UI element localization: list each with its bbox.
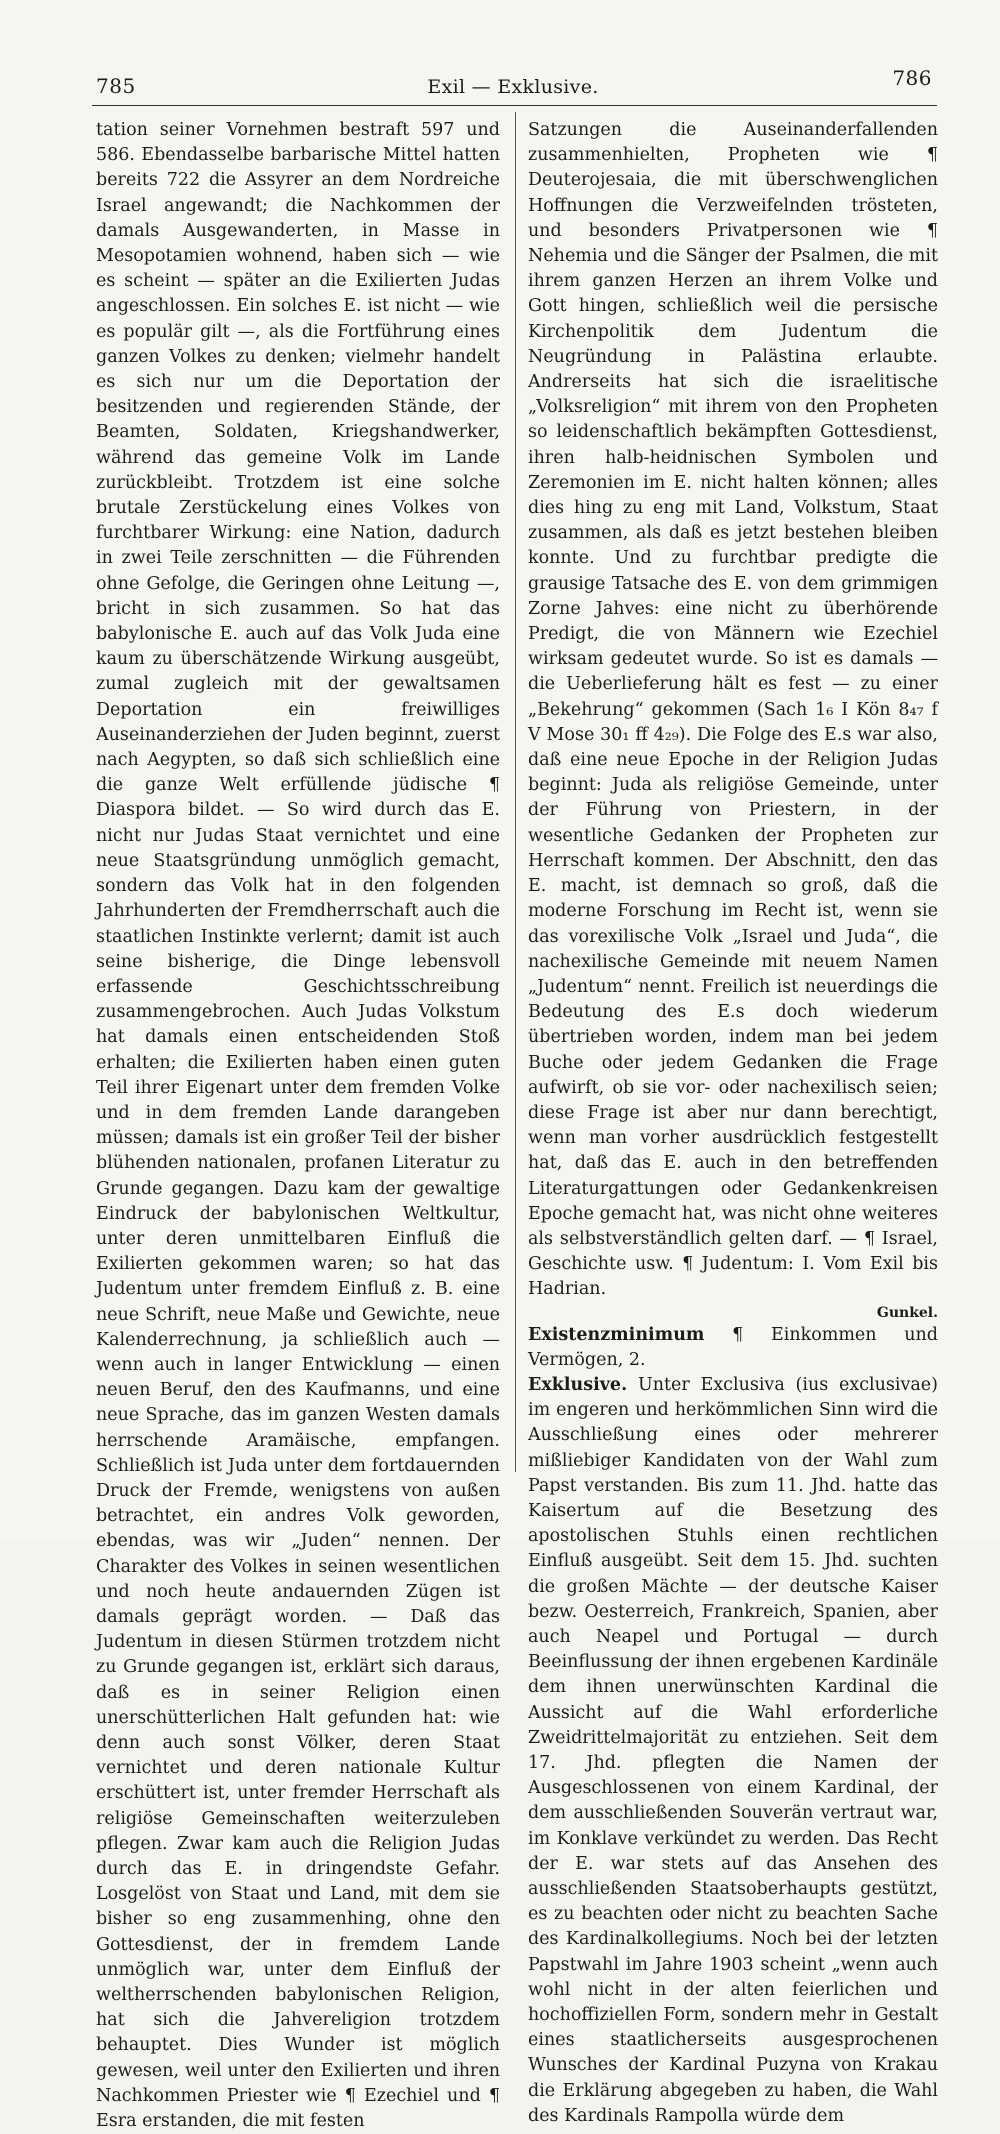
entry-term: Exklusive. [528, 1374, 628, 1395]
entry-existenzminimum [528, 1323, 938, 1373]
entry-body: ¶ Einkommen und Vermögen, 2. [528, 1324, 938, 1370]
entry-exklusive [528, 1373, 938, 2129]
page-number-left: 785 [96, 74, 136, 98]
page-number-right: 786 [892, 66, 932, 90]
left-column-text: tation seiner Vornehmen bestraft 597 und 586. Ebendasselbe barbarische Mittel hatten bereits 722 die Assyrer an dem Nordreiche Israel angewandt; die Nachkommen der damals Ausgewanderten, in Masse in Mesopotamien wohnend, haben sich — wie es scheint — später an die Exilierten Judas angeschlossen. Ein solches E. ist nicht — wie es populär gilt —, als die Fortführung eines ganzen Volkes zu denken; vielmehr handelt es sich nur um die Deportation der besitzenden und regierenden Stände, der Beamten, Soldaten, Kriegshandwerker, während das gemeine Volk im Lande zurückbleibt. Trotzdem ist eine solche brutale Zerstückelung eines Volkes von furchtbarer Wirkung: eine Nation, dadurch in zwei Teile zerschnitten — die Führenden ohne Gefolge, die Geringen ohne Leitung —, bricht in sich zusammen. So hat das babylonische E. auch auf das Volk Juda eine kaum zu überschätzende Wirkung ausgeübt, zumal zugleich mit der gewaltsamen Deportation ein freiwilliges Auseinanderziehen der Juden beginnt, zuerst nach Aegypten, so daß sich schließlich eine die ganze Welt erfüllende jüdische ¶ Diaspora bildet. — So wird durch das E. nicht nur Judas Staat vernichtet und eine neue Staatsgründung unmöglich gemacht, sondern das Volk hat in den folgenden Jahrhunderten der Fremdherrschaft auch die staatlichen Instinkte verlernt; damit ist auch seine bisherige, die Dinge lebensvoll erfassende Geschichtsschreibung zusammengebrochen. Auch Judas Volkstum hat damals einen entscheidenden Stoß erhalten; die Exilierten haben einen guten Teil ihrer Eigenart unter dem fremden Volke und in dem fremden Lande darangeben müssen; damals ist ein großer Teil der bisher blühenden nationalen, profanen Literatur zu Grunde gegangen. Dazu kam der gewaltige Eindruck der babylonischen Weltkultur, unter deren unmittelbaren Einfluß die Exilierten gekommen waren; so hat das Judentum unter fremdem Einfluß z. B. eine neue Schrift, neue Maße und Gewichte, neue Kalenderrechnung, ja schließlich auch — wenn auch in langer Entwicklung — einen neuen Beruf, den des Kaufmanns, und eine neue Sprache, das im ganzen Westen damals herrschende Aramäische, empfangen. Schließlich ist Juda unter dem fortdauernden Druck der Fremde, wenigstens von außen betrachtet, ein andres Volk geworden, ebendas, was wir „Juden“ nennen. Der Charakter des Volkes in seinen wesentlichen und noch heute andauernden Zügen ist damals geprägt worden. — Daß das Judentum in diesen Stürmen trotzdem nicht zu Grunde gegangen ist, erklärt sich daraus, daß es in seiner Religion einen unerschütterlichen Halt gefunden hat: wie denn auch sonst Völker, deren Staat vernichtet und deren nationale Kultur erschüttert ist, unter fremder Herrschaft als religiöse Gemeinschaften weiterzuleben pflegen. Zwar kam auch die Religion Judas durch das E. in dringendste Gefahr. Losgelöst von Staat und Land, mit dem sie bisher so eng zusammenhing, ohne den Gottesdienst, der in fremdem Lande unmöglich war, unter dem Einfluß der weltherrschenden babylonischen Religion, hat sich die Jahvereligion trotzdem behauptet. Dies Wunder ist möglich gewesen, weil unter den Exilierten und ihren Nachkommen Priester wie ¶ Ezechiel und ¶ Esra erstanden, die mit festen [96, 120, 500, 2132]
running-title: Exil — Exklusive. [427, 76, 599, 98]
author-signature: Gunkel. [876, 1304, 938, 1321]
right-column [528, 118, 938, 2129]
entry-body: Unter Exclusiva (ius exclusivae) im engeren und herkömmlichen Sinn wird die Ausschließung eines oder mehrerer mißliebiger Kandidaten von der Wahl zum Papst verstanden. Bis zum 11. Jhd. hatte das Kaisertum auf die Besetzung des apostolischen Stuhls einen rechtlichen Einfluß ausgeübt. Seit dem 15. Jhd. suchten die großen Mächte — der deutsche Kaiser bezw. Oesterreich, Frankreich, Spanien, aber auch Neapel und Portugal — durch Beeinflussung der ihnen ergebenen Kardinäle dem ihnen unerwünschten Kardinal die Aussicht auf die Wahl erforderliche Zweidrittelmajorität zu entziehen. Seit dem 17. Jhd. pflegten die Namen der Ausgeschlossenen von einem Kardinal, der dem ausschließenden Souverän vertraut war, im Konklave verkündet zu werden. Das Recht der E. war stets auf das Ansehen des ausschließenden Staatsoberhaupts gestützt, es zu beachten oder nicht zu beachten Sache des Kardinalkollegiums. Noch bei der letzten Papstwahl im Jahre 1903 scheint „wenn auch wohl nicht in der alten feierlichen und hochoffiziellen Form, sondern mehr in Gestalt eines staatlicherseits ausgesprochenen Wunsches der Kardinal Puzyna von Krakau die Erklärung abgegeben zu haben, die Wahl des Kardinals Rampolla würde dem [528, 1374, 938, 2126]
right-column-text: Satzungen die Auseinanderfallenden zusammenhielten, Propheten wie ¶ Deuterojesaia, die mit überschwenglichen Hoffnungen die Verzweifelnden trösteten, und besonders Privatpersonen wie ¶ Nehemia und die Sänger der Psalmen, die mit ihrem ganzen Herzen an ihrem Volke und Gott hingen, schließlich weil die persische Kirchenpolitik dem Judentum die Neugründung in Palästina erlaubte. Andrerseits hat sich die israelitische „Volksreligion“ mit ihrem von den Propheten so leidenschaftlich bekämpften Gottesdienst, ihren halb-heidnischen Symbolen und Zeremonien im E. nicht halten können; alles dies hing zu eng mit Land, Volkstum, Staat zusammen, als daß es jetzt bestehen bleiben konnte. Und zu furchtbar predigte die grausige Tatsache des E. von dem grimmigen Zorne Jahves: eine nicht zu überhörende Predigt, die von Männern wie Ezechiel wirksam gedeutet wurde. So ist es damals — die Ueberlieferung hält es fest — zu einer „Bekehrung“ gekommen (Sach 1₆ I Kön 8₄₇ f V Mose 30₁ ff 4₂₉). Die Folge des E.s war also, daß eine neue Epoche in der Religion Judas beginnt: Juda als religiöse Gemeinde, unter der Führung von Priestern, in der wesentliche Gedanken der Propheten zur Herrschaft kommen. Der Abschnitt, den das E. macht, ist demnach so groß, daß die moderne Forschung im Recht ist, wenn sie das vorexilische Volk „Israel und Juda“, die nachexilische Gemeinde mit neuem Namen „Judentum“ nennt. Freilich ist neuerdings die Bedeutung des E.s doch wiederum übertrieben worden, indem man bei jedem Buche oder jedem Gedanken die Frage aufwirft, ob sie vor- oder nachexilisch seien; diese Frage ist aber nur dann berechtigt, wenn man vorher ausdrücklich festgestellt hat, daß das E. auch in den betreffenden Literaturgattungen oder Gedankenkreisen Epoche gemacht hat, was nicht ohne weiteres als selbstverständlich gelten darf. — ¶ Israel, Geschichte usw. ¶ Judentum: I. Vom Exil bis Hadrian. [528, 120, 938, 1300]
page-header [92, 62, 934, 102]
entry-term: Existenzminimum [528, 1324, 705, 1345]
header-rule [92, 105, 937, 106]
left-column [96, 118, 500, 2134]
column-divider [515, 112, 516, 1472]
